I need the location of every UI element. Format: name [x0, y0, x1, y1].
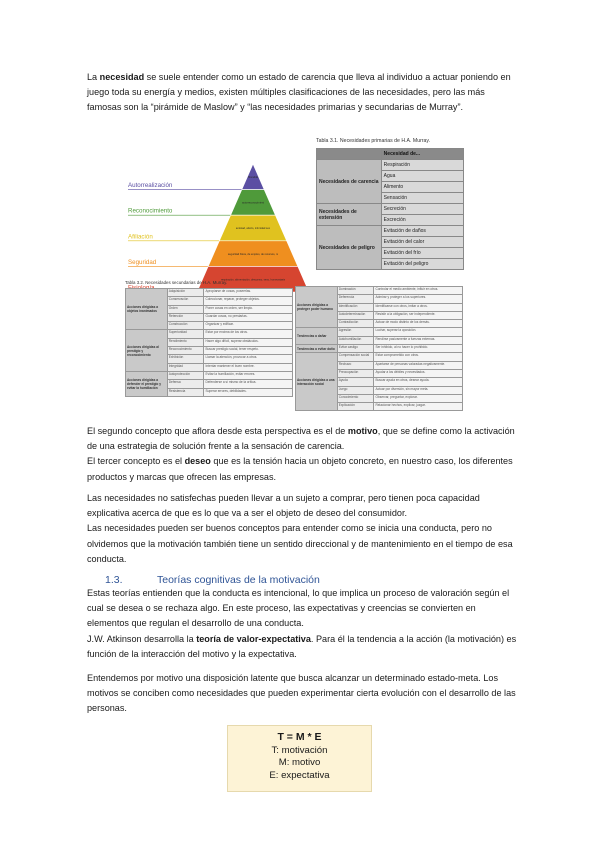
table-cell: Evitación del calor [381, 237, 463, 248]
bold-term-deseo: deseo [184, 456, 211, 467]
table-corner-cell [317, 149, 382, 160]
table-need-cell: Defensa [167, 380, 204, 388]
table-group-cell: Necesidades de extensión [317, 204, 382, 226]
table-need-cell: Adquisición [167, 289, 204, 297]
text-segment: Estas teorías entienden que la conducta es intencional, lo que implica un proceso de valoración según el cual se desea o se rechaza algo. En este proceso, las expectativas y creencias se convierten en elementos que regulan el desarrollo de una conducta. [87, 588, 510, 629]
table-need-cell: Autodeterminación [337, 311, 374, 319]
text-segment: que es la tensión hacia un objeto concreto, en nuestro caso, los diferentes productos y marcas que ofrecen las empresas. [87, 456, 513, 482]
bold-term-motivo: motivo [347, 426, 378, 436]
pyramid-level-text: Moralida [248, 176, 258, 179]
table-description-cell: Admirar y proteger a los superiores. [374, 295, 463, 303]
table-row [317, 149, 464, 160]
table-need-cell: Preocupación [337, 369, 374, 377]
table-caption: Tabla 3.1. Necesidades primarias de H.A. Murray. [316, 138, 431, 144]
text-segment: Las necesidades no satisfechas pueden llevar a un sujeto a comprar, pero tienen poca capacidad explicativa acerca de que es lo que va a ser el objeto de deseo del consumidor. [87, 493, 480, 519]
table-need-cell: Juego [337, 386, 374, 394]
table-description-cell: Llamar la atención, provocar a otros. [204, 355, 293, 363]
table-description-cell: Buscar prestigio social, tener respeto. [204, 347, 293, 355]
table-group-cell: Acciones dirigidas a defender el prestigio y evitar la humillación [126, 371, 168, 396]
table-row [317, 226, 464, 237]
table-cell: Alimento [381, 182, 463, 193]
table-need-cell: Evitar castigo [337, 345, 374, 353]
pyramid-level-label: Afiliación [128, 233, 153, 241]
table-need-cell: Construcción [167, 322, 204, 330]
table-need-cell: Contradicción [337, 320, 374, 328]
paragraph-motivo-definicion: Entendemos por motivo una disposición latente que busca alcanzar un determinado estado-meta. Los motivos se conciben como necesidades que pueden experimentar cierta evolución con el desarrollo de las personas. [87, 673, 516, 714]
text-segment: , que se define como la activación de una estrategia de solución frente a la sensación de carencia. [87, 426, 515, 452]
paragraph-teorias-cognitivas [87, 586, 519, 662]
table-row [296, 353, 463, 361]
paragraph-necesidades-no-satisfechas [87, 491, 519, 567]
table-row [126, 371, 293, 379]
table-group-cell: Acciones dirigidas a objetos inanimados [126, 289, 168, 330]
needs-figure [125, 138, 463, 406]
table-cell: Agua [381, 171, 463, 182]
table-need-cell: Dominación [337, 287, 374, 295]
text-segment: . Para él la tendencia a la acción (la motivación) es función de la interacción del motivo y la expectativa. [87, 633, 517, 659]
table-description-cell: Luchar, superar la oposición. [374, 328, 463, 336]
table-need-cell: Conocimiento [337, 394, 374, 402]
table-description-cell: Apropiarse de cosas, poseerlas. [204, 289, 293, 297]
table-need-cell: Conservación [167, 297, 204, 305]
table-description-cell: Intentar mantener el buen nombre. [204, 363, 293, 371]
bold-term-necesidad: necesidad [99, 72, 145, 82]
formula-line: M: motivo [278, 757, 321, 768]
table-description-cell: Buscar ayuda en otros, desear ayuda. [374, 378, 463, 386]
table-need-cell: Autohumillación [337, 336, 374, 344]
table-description-cell: Guardar cosas, no prestarlas. [204, 313, 293, 321]
table-group-cell: Tendencias a dañar [296, 328, 338, 345]
pyramid-level-text: amistad, afecto, intimidad sex [235, 227, 271, 231]
murray-primary-needs-table [316, 138, 464, 276]
table-description-cell: Poner cosas en orden, ser limpio. [204, 305, 293, 313]
table-cell: Sensación [381, 193, 463, 204]
paragraph-necesidad [87, 70, 519, 116]
murray-secondary-needs-table-cont [295, 286, 463, 406]
table-cell: Secreción [381, 204, 463, 215]
table-description-cell: Identificarse con otros, imitar a otros. [374, 303, 463, 311]
text-segment: se suele entender como un estado de carencia que lleva al individuo a actuar poniendo en juego toda su energía y medios, existen múltiples clasificaciones de las necesidades, pero las más famosas son la “pirámide de Maslow” y “las necesidades primarias y secundarias de Murray”. [87, 72, 511, 113]
table-description-cell: Evitar la humillación, evitar errores. [204, 371, 293, 379]
table-row [126, 330, 293, 338]
table-group-cell: Acciones dirigidas a una interacción social [296, 353, 338, 411]
table-description-cell: Actuar de modo distinto de los demás. [374, 320, 463, 328]
table-need-cell: Ayuda [337, 378, 374, 386]
table-need-cell: Superioridad [167, 330, 204, 338]
maslow-pyramid [125, 156, 310, 296]
table-description-cell: Observar, preguntar, explorar. [374, 394, 463, 402]
table-group-cell: Acciones dirigidas a proteger poder humano [296, 287, 338, 328]
table-need-cell: Deferencia [337, 295, 374, 303]
table-need-cell: Exhibición [167, 355, 204, 363]
text-segment: La [87, 72, 100, 82]
table-description-cell: Ser inhibido, al no hacer lo prohibido. [374, 345, 463, 353]
pyramid-level-label: Autorrealización [128, 182, 173, 190]
table-need-cell: Rechazo [337, 361, 374, 369]
table-need-cell: Retención [167, 313, 204, 321]
table-description-cell: Actuar por diversión, sin mayor meta. [374, 386, 463, 394]
table-row [296, 345, 463, 353]
murray-secondary-needs-table [125, 280, 293, 406]
table-group-cell: Acciones dirigidas al prestigio y reconocimiento [126, 330, 168, 371]
pyramid-level-text: autorreconocimient [241, 201, 265, 205]
table-description-cell: Controlar el medio ambiente, influir en otros. [374, 287, 463, 295]
table-need-cell: Autoprotección [167, 371, 204, 379]
table-caption: Tabla 3.2. Necesidades secundarias de H.A. Murray. [125, 280, 228, 285]
table-header-cell: Necesidad de... [381, 149, 463, 160]
formula-box [227, 725, 372, 792]
pyramid-level-label: Reconocimiento [128, 207, 173, 215]
table-need-cell: Explicación [337, 403, 374, 411]
table-description-cell: Ayudar a los débiles y necesitados. [374, 369, 463, 377]
table-need-cell: Rendimiento [167, 338, 204, 346]
table-description-cell: Estar por encima de los otros. [204, 330, 293, 338]
text-segment: El segundo concepto que aflora desde esta perspectiva es el de [87, 426, 348, 436]
section-heading [105, 574, 320, 586]
table-need-cell: Compensación social [337, 353, 374, 361]
section-number: 1.3. [105, 574, 123, 586]
table-need-cell: Reconocimiento [167, 347, 204, 355]
table-description-cell: Hacer algo difícil, superar obstáculos. [204, 338, 293, 346]
pyramid-level-label: Seguridad [128, 258, 157, 266]
formula-main: T = M * E [277, 731, 322, 743]
table-need-cell: Agresión [337, 328, 374, 336]
table-row [317, 204, 464, 215]
table-cell: Evitación del peligro [381, 259, 463, 270]
formula-line: T: motivación [271, 744, 328, 756]
table-need-cell: Integridad [167, 363, 204, 371]
table-need-cell: Resistencia [167, 388, 204, 396]
table-description-cell: Coleccionar, reparar, proteger objetos. [204, 297, 293, 305]
table-cell: Respiración [381, 160, 463, 171]
table-row [296, 287, 463, 295]
table-cell: Evitación del frío [381, 248, 463, 259]
bold-term-valor-expectativa: teoría de valor-expectativa [196, 633, 311, 644]
table-description-cell: Rendirse pasivamente a fuerzas externas. [374, 336, 463, 344]
formula-line: E: expectativa [269, 769, 330, 781]
table-description-cell: Estar comprometido con otros. [374, 353, 463, 361]
text-segment: J.W. Atkinson desarrolla la [87, 633, 197, 644]
pyramid-level-text: respiración, alimentación, descanso, sexo, homeostasis [220, 278, 286, 282]
table-description-cell: Superar errores, debilidades. [204, 388, 293, 396]
text-segment: El tercer concepto es el [87, 456, 185, 467]
table-group-cell: Tendencias a evitar daño [296, 345, 338, 353]
section-title: Teorías cognitivas de la motivación [157, 574, 320, 586]
table-row [296, 328, 463, 336]
table-description-cell: Relacionar hechos, explicar, juzgar. [374, 403, 463, 411]
table-need-cell: Identificación [337, 303, 374, 311]
table-description-cell: Resistir a la obligación, ser independiente. [374, 311, 463, 319]
table-row [317, 160, 464, 171]
table-cell: Evitación de daños [381, 226, 463, 237]
text-segment: Las necesidades pueden ser buenos conceptos para entender como se inicia una conducta, pero no olvidemos que la motivación también tiene un sentido direccional y de mantenimiento en el tiempo de esa conducta. [87, 523, 513, 564]
table-cell: Excreción [381, 215, 463, 226]
table-need-cell: Orden [167, 305, 204, 313]
table-group-cell: Necesidades de carencia [317, 160, 382, 204]
pyramid-level-text: seguridad física, de empleo, de recursos, m [227, 252, 279, 256]
table-description-cell: Apartarse de personas valoradas negativamente. [374, 361, 463, 369]
table-group-cell: Necesidades de peligro [317, 226, 382, 270]
table-description-cell: Defenderse a sí mismo de la crítica. [204, 380, 293, 388]
paragraph-motivo-deseo [87, 424, 519, 485]
table-description-cell: Organizar y edificar. [204, 322, 293, 330]
table-row [126, 289, 293, 297]
